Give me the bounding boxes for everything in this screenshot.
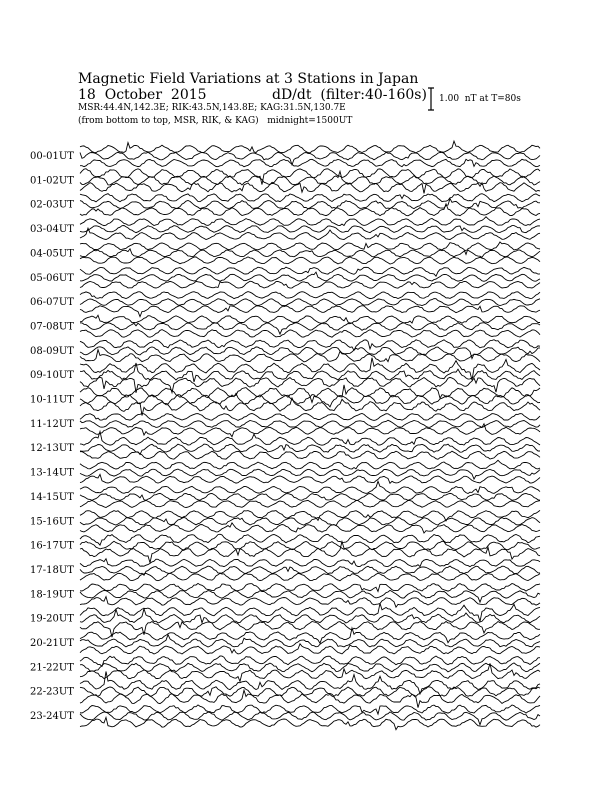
trace-rik <box>80 171 540 185</box>
scale-bar <box>428 88 434 110</box>
trace-kag <box>80 306 540 317</box>
trace-kag <box>80 398 540 416</box>
hour-label: 22-23UT <box>30 686 74 698</box>
trace-kag <box>80 474 540 483</box>
hour-label: 07-08UT <box>30 321 74 333</box>
trace-msr <box>80 385 540 403</box>
trace-kag <box>80 204 540 216</box>
hour-label: 06-07UT <box>30 297 74 309</box>
hour-label: 14-15UT <box>30 491 74 503</box>
trace-msr <box>80 656 540 666</box>
trace-msr <box>80 169 540 185</box>
trace-rik <box>80 541 540 550</box>
trace-kag <box>80 663 540 681</box>
trace-msr <box>80 292 540 299</box>
hour-label: 10-11UT <box>30 394 74 406</box>
trace-rik <box>80 299 540 306</box>
trace-kag <box>80 281 540 288</box>
trace-kag <box>80 717 540 729</box>
hour-label: 16-17UT <box>30 540 74 552</box>
trace-rik <box>80 566 540 575</box>
quantity-label: dD/dt (filter:40-160s) <box>272 87 427 103</box>
hour-label: 20-21UT <box>30 638 74 649</box>
trace-kag <box>80 257 540 264</box>
hour-label: 15-16UT <box>30 516 74 528</box>
trace-rik <box>80 152 540 165</box>
trace-rik <box>80 363 540 382</box>
trace-msr <box>80 583 540 591</box>
trace-kag <box>80 330 540 338</box>
trace-kag <box>80 597 540 608</box>
hour-label: 00-01UT <box>30 151 74 162</box>
trace-msr <box>80 315 540 323</box>
trace-msr <box>80 414 540 421</box>
trace-rik <box>80 493 540 500</box>
trace-rik <box>80 420 540 427</box>
trace-rik <box>80 590 540 602</box>
trace-msr <box>80 510 540 521</box>
trace-kag <box>80 451 540 459</box>
hour-label: 04-05UT <box>30 248 74 260</box>
hour-label: 23-24UT <box>30 711 74 723</box>
trace-rik <box>80 635 540 647</box>
trace-kag <box>80 644 540 654</box>
trace-kag <box>80 159 540 166</box>
trace-msr <box>80 672 540 694</box>
hour-label: 17-18UT <box>30 564 74 576</box>
hour-label: 02-03UT <box>30 199 74 211</box>
trace-kag <box>80 523 540 533</box>
hour-label: 13-14UT <box>30 467 74 479</box>
trace-msr <box>80 141 540 153</box>
hour-label: 05-06UT <box>30 272 74 284</box>
trace-rik <box>80 272 540 281</box>
trace-msr <box>80 217 540 226</box>
hour-label: 11-12UT <box>30 418 74 430</box>
scale-label: 1.00 nT at T=80s <box>439 94 521 104</box>
trace-rik <box>80 249 540 257</box>
hour-label: 12-13UT <box>30 443 74 455</box>
trace-msr <box>80 358 540 381</box>
trace-kag <box>80 573 540 581</box>
hour-label: 08-09UT <box>30 345 74 357</box>
trace-msr <box>80 534 540 545</box>
trace-msr <box>80 194 540 202</box>
trace-order-note: (from bottom to top, MSR, RIK, & KAG) midnight=1500UT <box>78 116 353 126</box>
trace-msr <box>80 603 540 621</box>
trace-rik <box>80 323 540 334</box>
hour-label: 19-20UT <box>30 613 74 625</box>
trace-rik <box>80 712 540 725</box>
trace-msr <box>80 460 540 469</box>
trace-rik <box>80 609 540 623</box>
hour-label: 01-02UT <box>30 175 74 187</box>
hour-label: 18-19UT <box>30 589 74 601</box>
hour-label: 09-10UT <box>30 370 74 382</box>
trace-kag <box>80 500 540 507</box>
trace-rik <box>80 199 540 209</box>
trace-msr <box>80 481 540 493</box>
trace-rik <box>80 663 540 672</box>
hour-label: 03-04UT <box>30 224 74 236</box>
chart-title: Magnetic Field Variations at 3 Stations in Japan <box>78 71 419 87</box>
chart-date: 18 October 2015 <box>78 87 207 103</box>
trace-kag <box>80 228 540 239</box>
trace-kag <box>80 424 540 437</box>
hour-label: 21-22UT <box>30 662 74 674</box>
trace-kag <box>80 690 540 707</box>
station-coordinates: MSR:44.4N,142.3E; RIK:43.5N,143.8E; KAG:31.5N,130.7E <box>78 103 346 113</box>
trace-msr <box>80 628 540 643</box>
trace-kag <box>80 183 540 194</box>
trace-rik <box>80 226 540 233</box>
trace-rik <box>80 518 540 526</box>
